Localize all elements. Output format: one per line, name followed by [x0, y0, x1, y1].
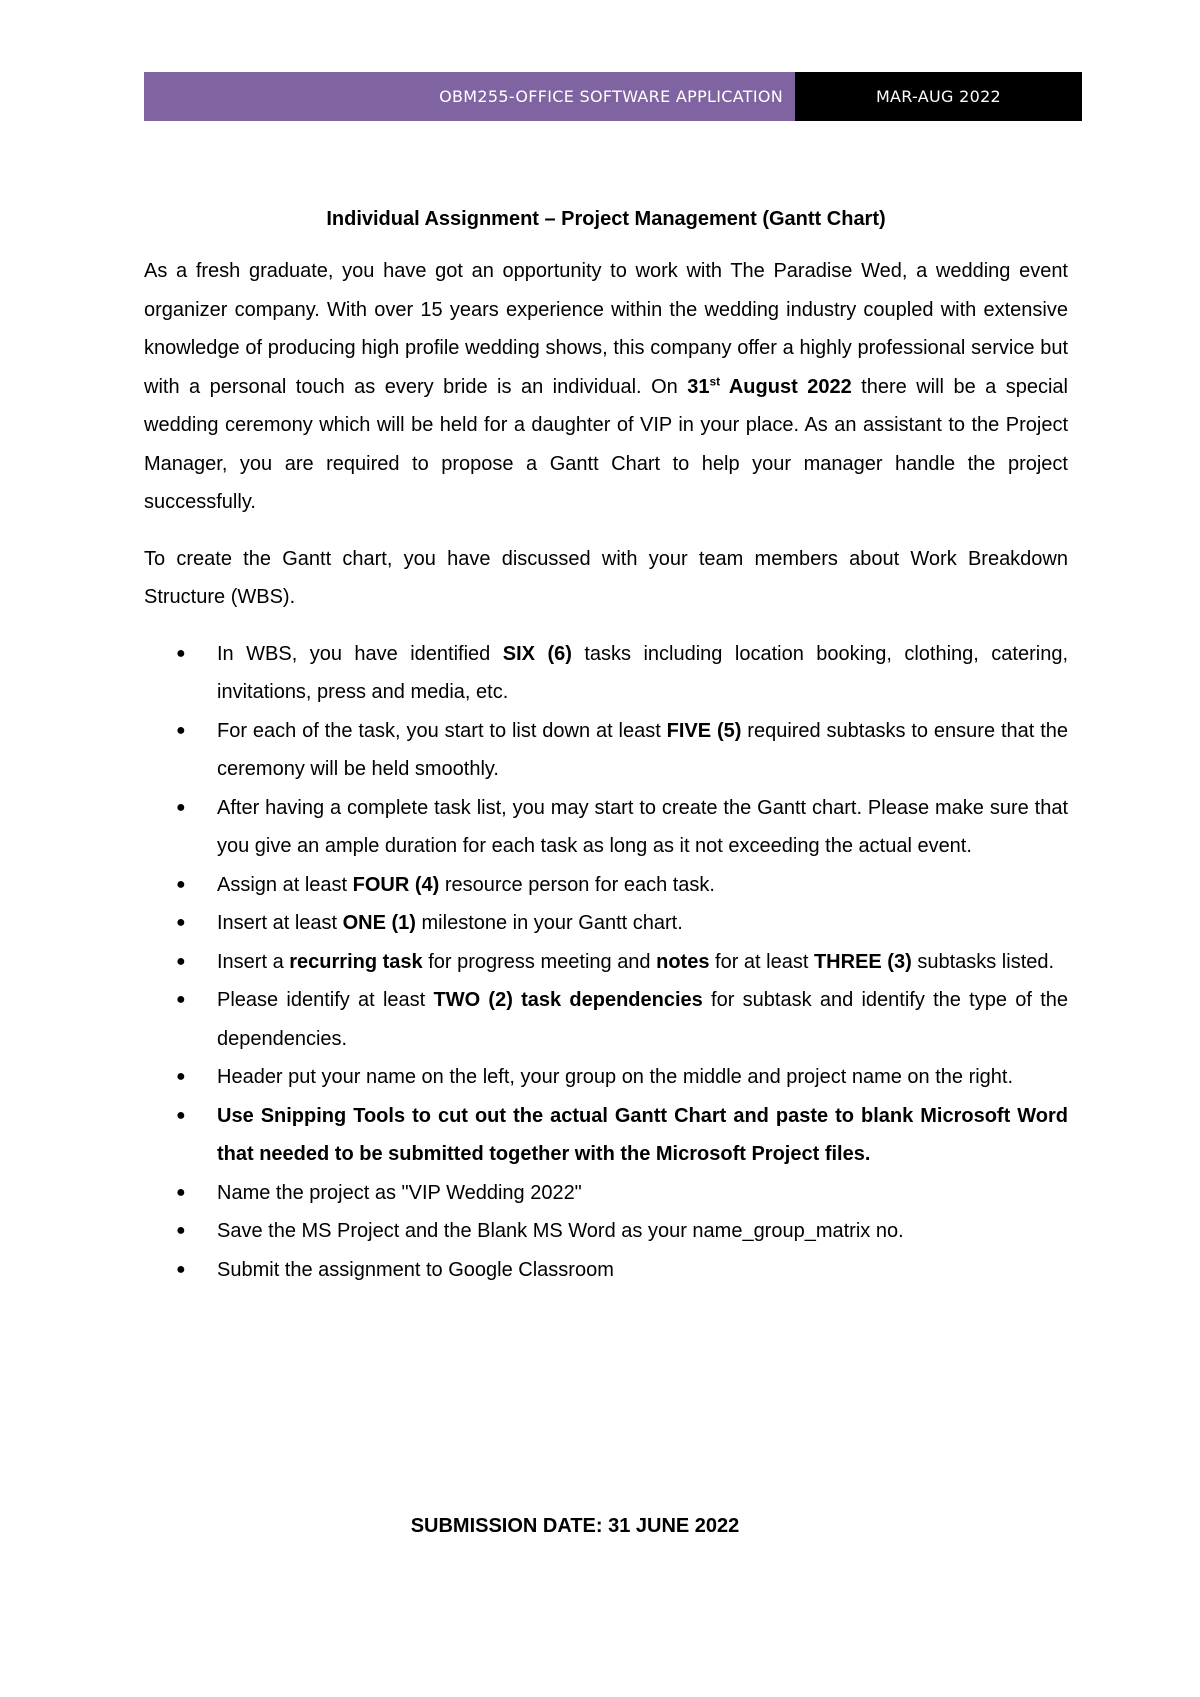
item-text: Insert at least — [217, 912, 343, 934]
item-text: for at least — [709, 950, 814, 973]
wbs-paragraph: To create the Gantt chart, you have discussed with your team members about Work Breakdown Structure (WBS). — [144, 547, 1068, 608]
document-body — [144, 204, 1068, 1289]
list-item — [144, 1058, 1068, 1097]
bullet-icon: ● — [176, 644, 186, 662]
course-title: OBM255-OFFICE SOFTWARE APPLICATION — [144, 72, 795, 121]
assignment-title: Individual Assignment – Project Management (Gantt Chart) — [326, 208, 886, 230]
intro-paragraph — [144, 252, 1068, 522]
requirements-list — [144, 635, 1068, 1290]
list-item — [144, 904, 1068, 943]
bullet-icon: ● — [176, 952, 186, 970]
event-date-suffix: st — [709, 373, 721, 388]
bullet-icon: ● — [176, 1222, 186, 1239]
item-text: Save the MS Project and the Blank MS Word as your name_group_matrix no. — [217, 1220, 904, 1242]
item-emphasis: FIVE (5) — [666, 719, 742, 742]
intro-text-b: there will be a special wedding ceremony which will be held for a daughter of VIP in your place. As an assistant to the Project Manager, you are required to propose a Gantt Chart to help your manager handle the project successfully. — [144, 375, 1068, 513]
item-text: tasks including location booking, clothing, catering, invitations, press and media, etc. — [217, 642, 1068, 703]
item-text: milestone in your Gantt chart. — [415, 912, 683, 934]
bullet-icon: ● — [176, 1106, 186, 1124]
course-period: MAR-AUG 2022 — [795, 72, 1082, 121]
item-emphasis: THREE (3) — [813, 950, 912, 973]
item-text: Use Snipping Tools to cut out the actual Gantt Chart and paste to blank Microsoft Word that needed to be submitted together with the Microsoft Project files. — [217, 1104, 1068, 1165]
item-text: Please identify at least — [217, 989, 434, 1011]
intro-text-a: As a fresh graduate, you have got an opportunity to work with The Paradise Wed, a wedding event organizer company. With over 15 years experience within the wedding industry coupled with extensive knowledge of producing high profile wedding shows, this company offer a highly professional service but with a personal touch as every bride is an individual. On — [144, 260, 1068, 398]
bullet-icon: ● — [176, 914, 186, 931]
bullet-icon: ● — [176, 1183, 186, 1201]
list-item — [144, 1251, 1068, 1290]
list-item — [144, 866, 1068, 905]
item-text: Header put your name on the left, your group on the middle and project name on the right. — [217, 1066, 1014, 1088]
item-text: for progress meeting and — [422, 950, 657, 973]
list-item — [144, 1174, 1068, 1213]
event-date-day: 31 — [687, 375, 710, 398]
item-text: subtasks listed. — [911, 950, 1055, 973]
item-text: resource person for each task. — [439, 873, 715, 896]
event-date-month: August 2022 — [720, 375, 852, 398]
bullet-icon: ● — [176, 798, 186, 816]
bullet-icon: ● — [176, 1260, 186, 1278]
bullet-icon: ● — [176, 1068, 186, 1085]
item-emphasis: TWO (2) task dependencies — [433, 989, 703, 1011]
item-emphasis: ONE (1) — [342, 912, 416, 934]
item-emphasis: notes — [656, 950, 710, 973]
item-text: For each of the task, you start to list down at least — [217, 719, 667, 742]
bullet-icon: ● — [176, 721, 186, 739]
item-emphasis: recurring task — [289, 950, 423, 973]
list-item — [144, 1097, 1068, 1174]
submission-date: SUBMISSION DATE: 31 JUNE 2022 — [410, 1515, 740, 1537]
item-text: Assign at least — [217, 873, 353, 896]
list-item — [144, 943, 1068, 982]
bullet-icon: ● — [176, 991, 186, 1008]
page-header — [144, 72, 1082, 121]
item-text: required subtasks to ensure that the ceremony will be held smoothly. — [217, 719, 1068, 780]
item-text: After having a complete task list, you may start to create the Gantt chart. Please make sure that you give an ample duration for each task as long as it not exceeding the actual event. — [217, 796, 1068, 857]
list-item — [144, 712, 1068, 789]
item-emphasis: FOUR (4) — [352, 873, 440, 896]
bullet-icon: ● — [176, 875, 186, 893]
item-text: Submit the assignment to Google Classroom — [217, 1258, 614, 1281]
item-text: for subtask and identify the type of the dependencies. — [217, 989, 1068, 1050]
item-text: Insert a — [217, 950, 290, 973]
event-date — [687, 373, 852, 398]
list-item — [144, 1212, 1068, 1251]
list-item — [144, 789, 1068, 866]
item-emphasis: SIX (6) — [502, 642, 572, 665]
list-item — [144, 635, 1068, 712]
item-text: Name the project as "VIP Wedding 2022" — [217, 1181, 582, 1204]
list-item — [144, 981, 1068, 1058]
item-text: In WBS, you have identified — [217, 642, 503, 665]
